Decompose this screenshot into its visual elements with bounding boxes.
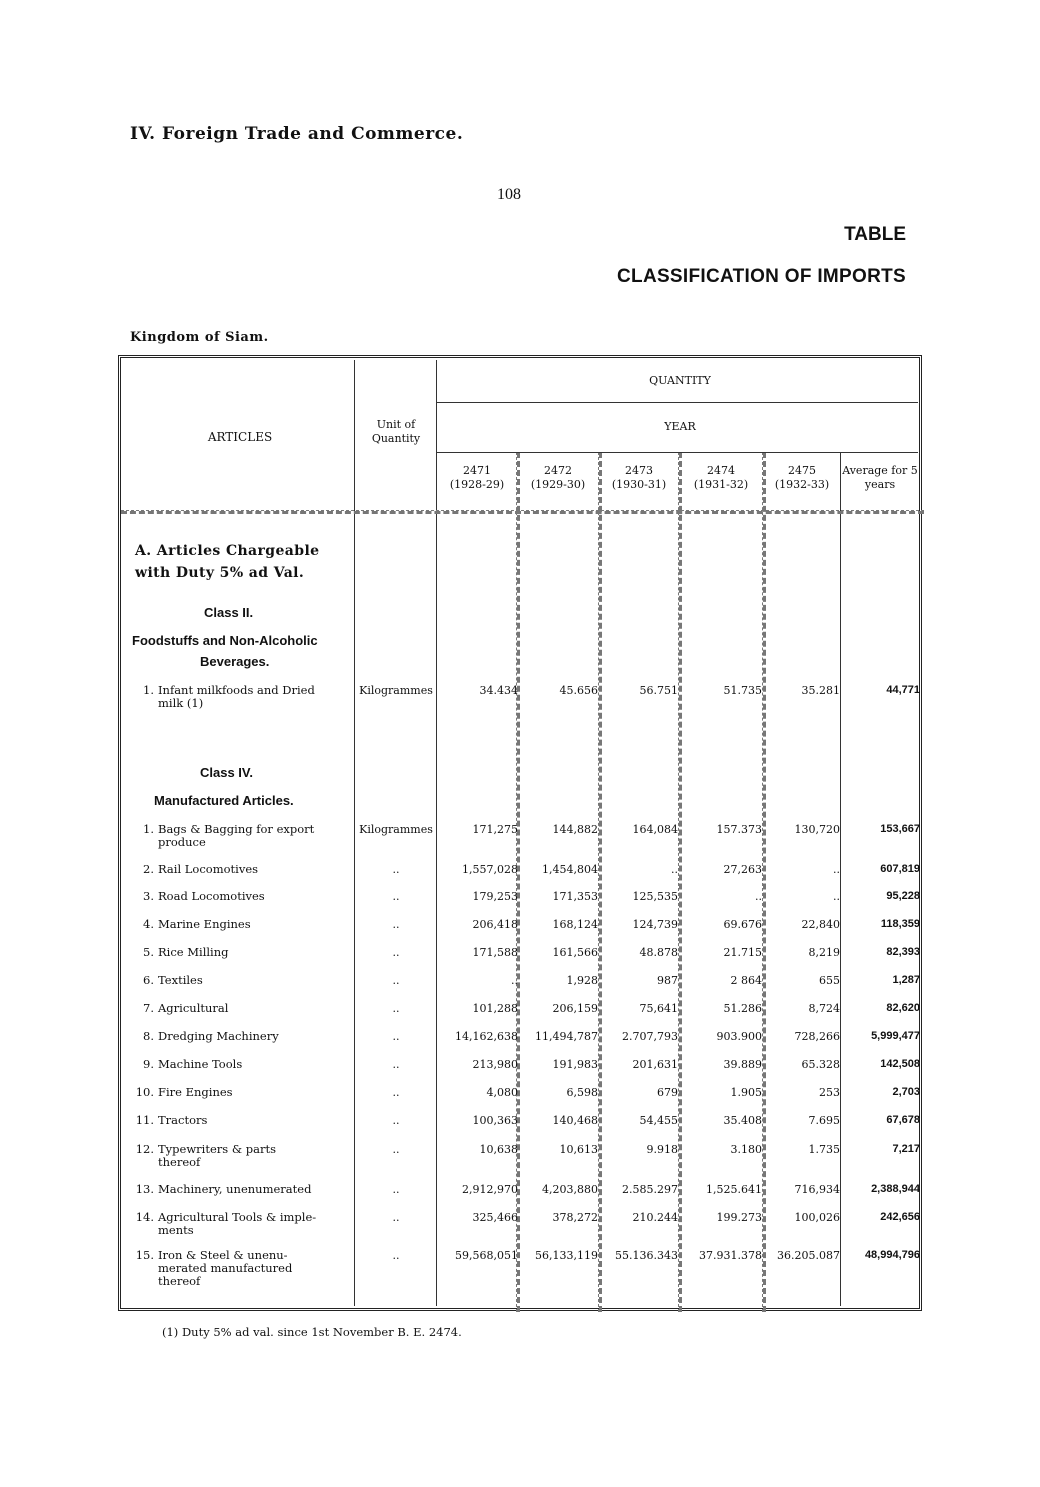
quantity-cell: 36.205.087 [777, 1249, 840, 1262]
unit-cell: .. [392, 1249, 400, 1262]
quantity-cell: 199.273 [716, 1211, 762, 1224]
quantity-cell: 171,588 [472, 946, 518, 959]
unit-cell: .. [392, 946, 400, 959]
average-cell: 82,393 [886, 946, 920, 958]
article-label: 10. Fire Engines [135, 1085, 233, 1099]
class-iv-heading: Class IV. [200, 765, 254, 780]
quantity-cell: 171,275 [472, 823, 518, 836]
quantity-cell: 69.676 [723, 918, 762, 931]
quantity-cell: 59,568,051 [455, 1249, 518, 1262]
year-column-header: 2473 (1930-31) [611, 464, 667, 491]
quantity-cell: 7.695 [808, 1114, 840, 1127]
unit-cell: .. [392, 1211, 400, 1224]
quantity-cell: 55.136.343 [615, 1249, 678, 1262]
unit-cell: .. [392, 974, 400, 987]
quantity-cell: 253 [819, 1086, 840, 1099]
average-cell: 7,217 [892, 1143, 920, 1155]
quantity-cell: 679 [657, 1086, 678, 1099]
quantity-cell: 144,882 [552, 823, 598, 836]
average-column-header: Average for 5 years [842, 464, 918, 491]
quantity-cell: 378,272 [552, 1211, 598, 1224]
average-cell: 95,228 [886, 890, 920, 902]
unit-cell: .. [392, 1030, 400, 1043]
quantity-cell: 8,724 [808, 1002, 840, 1015]
quantity-cell: 168,124 [552, 918, 598, 931]
quantity-cell: 4,080 [486, 1086, 518, 1099]
header-rule [436, 452, 918, 453]
quantity-cell: 655 [819, 974, 840, 987]
quantity-cell: 56.751 [639, 684, 678, 697]
table-row [118, 1058, 922, 1078]
table-row [118, 863, 922, 883]
unit-cell: .. [392, 1058, 400, 1071]
article-label: 1. Infant milkfoods and Dried milk (1) [143, 683, 315, 710]
average-cell: 2,703 [892, 1086, 920, 1098]
quantity-cell: 100,026 [794, 1211, 840, 1224]
quantity-cell: 21.715 [723, 946, 762, 959]
unit-cell: Kilogrammes [359, 684, 433, 697]
article-label: 14. Agricultural Tools & imple- ments [135, 1210, 317, 1237]
article-label: 13. Machinery, unenumerated [135, 1182, 312, 1196]
quantity-cell: 728,266 [794, 1030, 840, 1043]
average-cell: 142,508 [880, 1058, 920, 1070]
article-label: 4. Marine Engines [143, 917, 251, 931]
quantity-cell: 125,535 [632, 890, 678, 903]
year-column-header: 2474 (1931-32) [693, 464, 749, 491]
article-label: 12. Typewriters & parts thereof [135, 1142, 276, 1169]
quantity-cell: 56,133,119 [535, 1249, 598, 1262]
articles-header: ARTICLES [207, 430, 273, 444]
average-cell: 82,620 [886, 1002, 920, 1014]
article-label: 5. Rice Milling [143, 945, 229, 959]
quantity-cell: 1,454,804 [542, 863, 598, 876]
article-label: 15. Iron & Steel & unenu- merated manufactured thereof [135, 1248, 293, 1288]
unit-cell: Kilogrammes [359, 823, 433, 836]
unit-cell: .. [392, 1183, 400, 1196]
quantity-cell: 210.244 [632, 1211, 678, 1224]
quantity-cell: 65.328 [801, 1058, 840, 1071]
quantity-cell: 101,288 [472, 1002, 518, 1015]
quantity-cell: 22,840 [801, 918, 840, 931]
average-cell: 67,678 [886, 1114, 920, 1126]
table-row [118, 918, 922, 938]
quantity-cell: 140,468 [552, 1114, 598, 1127]
average-cell: 5,999,477 [871, 1030, 920, 1042]
average-cell: 2,388,944 [871, 1183, 920, 1195]
quantity-cell: 1.905 [730, 1086, 762, 1099]
quantity-cell: 4,203,880 [542, 1183, 598, 1196]
table-row [118, 946, 922, 966]
year-column-header: 2475 (1932-33) [774, 464, 830, 491]
average-cell: 1,287 [892, 974, 920, 986]
average-cell: 153,667 [880, 823, 920, 835]
quantity-cell: 164,084 [632, 823, 678, 836]
unit-cell: .. [392, 1143, 400, 1156]
table-row [118, 1114, 922, 1134]
average-cell: 118,359 [880, 918, 920, 930]
average-cell: 44,771 [886, 684, 920, 696]
quantity-cell: 157.373 [716, 823, 762, 836]
header-rule [121, 510, 924, 514]
class-iv-description: Manufactured Articles. [154, 793, 294, 808]
unit-cell: .. [392, 1086, 400, 1099]
quantity-cell: 39.889 [723, 1058, 762, 1071]
quantity-cell: 34.434 [479, 684, 518, 697]
article-label: 8. Dredging Machinery [143, 1029, 279, 1043]
quantity-cell: 179,253 [472, 890, 518, 903]
table-row [118, 1086, 922, 1106]
quantity-cell: 9.918 [646, 1143, 678, 1156]
quantity-cell: 100,363 [472, 1114, 518, 1127]
table-row [118, 890, 922, 910]
article-label: 9. Machine Tools [143, 1057, 243, 1071]
quantity-cell: 1.735 [808, 1143, 840, 1156]
unit-cell: .. [392, 918, 400, 931]
quantity-cell: 325,466 [472, 1211, 518, 1224]
quantity-cell: 51.286 [723, 1002, 762, 1015]
quantity-cell: 2.585.297 [622, 1183, 678, 1196]
quantity-cell: 3.180 [730, 1143, 762, 1156]
quantity-cell: 51.735 [723, 684, 762, 697]
country-label: Kingdom of Siam. [130, 330, 269, 345]
table-row [118, 1248, 922, 1288]
page-number: 108 [497, 186, 521, 203]
article-label: 3. Road Locomotives [143, 889, 265, 903]
quantity-cell: 201,631 [632, 1058, 678, 1071]
average-cell: 242,656 [880, 1211, 920, 1223]
quantity-cell: 206,159 [552, 1002, 598, 1015]
quantity-cell: .. [833, 890, 840, 903]
quantity-cell: 14,162,638 [455, 1030, 518, 1043]
quantity-cell: 2.707,793 [622, 1030, 678, 1043]
quantity-cell: 987 [657, 974, 678, 987]
quantity-cell: 54,455 [639, 1114, 678, 1127]
quantity-cell: 10,638 [479, 1143, 518, 1156]
quantity-cell: 1,525.641 [706, 1183, 762, 1196]
table-row [118, 1210, 922, 1237]
quantity-cell: 75,641 [639, 1002, 678, 1015]
article-label: 11. Tractors [135, 1113, 208, 1127]
article-label: 2. Rail Locomotives [143, 862, 259, 876]
quantity-cell: .. [833, 863, 840, 876]
quantity-cell: 8,219 [808, 946, 840, 959]
unit-cell: .. [392, 863, 400, 876]
quantity-cell: 11,494,787 [535, 1030, 598, 1043]
quantity-cell: 48.878 [639, 946, 678, 959]
quantity-cell: 1,928 [566, 974, 598, 987]
table-row [118, 974, 922, 994]
average-cell: 607,819 [880, 863, 920, 875]
table-title: CLASSIFICATION OF IMPORTS [617, 266, 906, 287]
unit-cell: .. [392, 1002, 400, 1015]
quantity-cell: .. [671, 863, 678, 876]
class-ii-description: Beverages. [200, 654, 270, 669]
quantity-cell: 171,353 [552, 890, 598, 903]
table-row [118, 1030, 922, 1050]
quantity-cell: 2,912,970 [462, 1183, 518, 1196]
quantity-cell: 35.281 [801, 684, 840, 697]
quantity-cell: 1,557,028 [462, 863, 518, 876]
table-row [118, 1142, 922, 1169]
table-row [118, 822, 922, 849]
quantity-cell: 27,263 [723, 863, 762, 876]
quantity-cell: .. [755, 890, 762, 903]
article-label: 1. Bags & Bagging for export produce [143, 822, 315, 849]
quantity-header: QUANTITY [649, 374, 711, 387]
unit-cell: .. [392, 890, 400, 903]
quantity-cell: 130,720 [794, 823, 840, 836]
year-column-header: 2471 (1928-29) [449, 464, 505, 491]
average-cell: 48,994,796 [864, 1249, 920, 1261]
quantity-cell: 903.900 [716, 1030, 762, 1043]
year-column-header: 2472 (1929-30) [530, 464, 586, 491]
quantity-cell: 6,598 [566, 1086, 598, 1099]
article-label: 7. Agricultural [143, 1001, 229, 1015]
table-row [118, 1183, 922, 1203]
table-row [118, 1002, 922, 1022]
section-heading: IV. Foreign Trade and Commerce. [130, 124, 464, 144]
quantity-cell: 45.656 [559, 684, 598, 697]
quantity-cell: 10,613 [559, 1143, 598, 1156]
section-a-heading: A. Articles Chargeable with Duty 5% ad Val. [135, 543, 320, 581]
unit-cell: .. [392, 1114, 400, 1127]
table-label: TABLE [844, 224, 906, 245]
class-ii-description: Foodstuffs and Non-Alcoholic [132, 633, 318, 648]
quantity-cell: 213,980 [472, 1058, 518, 1071]
unit-header: Unit of Quantity [371, 418, 421, 445]
quantity-cell: 191,983 [552, 1058, 598, 1071]
quantity-cell: 716,934 [794, 1183, 840, 1196]
year-header: YEAR [664, 420, 696, 433]
quantity-cell: 124,739 [632, 918, 678, 931]
header-rule [436, 402, 918, 403]
table-row [118, 683, 922, 710]
quantity-cell: .. [511, 974, 518, 987]
footnote: (1) Duty 5% ad val. since 1st November B. E. 2474. [162, 1325, 462, 1339]
quantity-cell: 206,418 [472, 918, 518, 931]
quantity-cell: 161,566 [552, 946, 598, 959]
quantity-cell: 37.931.378 [699, 1249, 762, 1262]
quantity-cell: 2 864 [730, 974, 762, 987]
article-label: 6. Textiles [143, 973, 203, 987]
class-ii-heading: Class II. [204, 605, 254, 620]
quantity-cell: 35.408 [723, 1114, 762, 1127]
